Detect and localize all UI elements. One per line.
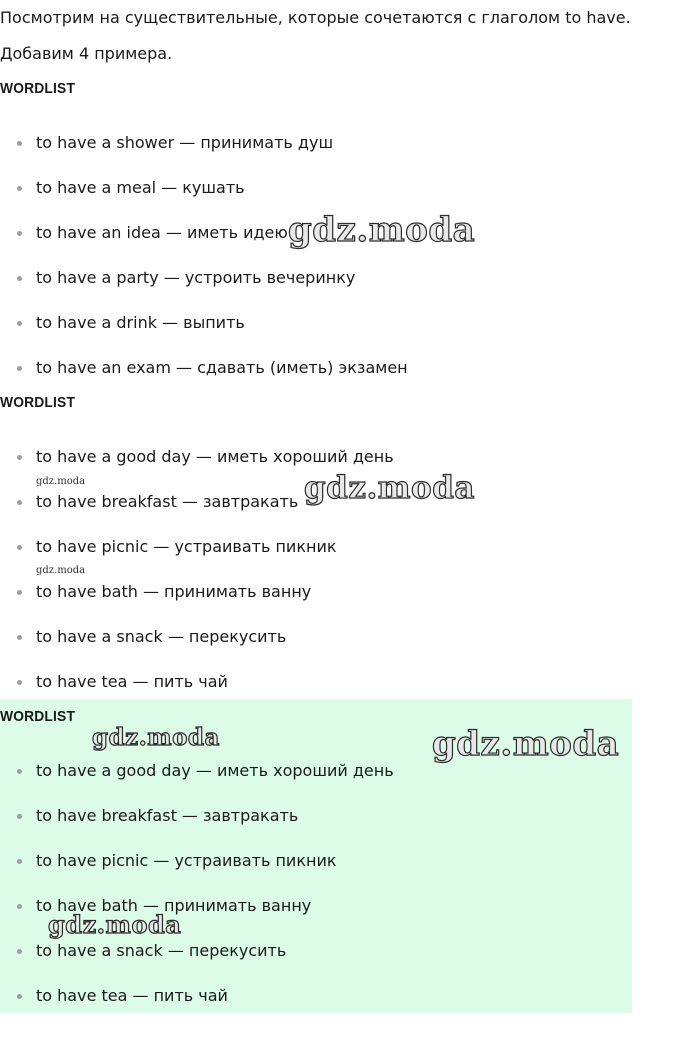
bullet-icon	[17, 769, 22, 774]
watermark-logo: gdz.moda	[304, 470, 475, 506]
bullet-icon	[17, 231, 22, 236]
bullet-icon	[17, 859, 22, 864]
bullet-icon	[17, 814, 22, 819]
bullet-icon	[17, 141, 22, 146]
bullet-icon	[17, 366, 22, 371]
watermark-small: gdz.moda	[36, 565, 86, 576]
bullet-icon	[17, 276, 22, 281]
bullet-icon	[17, 635, 22, 640]
section-heading: WORDLIST	[0, 394, 76, 411]
watermark-logo: gdz.moda	[48, 910, 182, 939]
bullet-icon	[17, 994, 22, 999]
bullet-icon	[17, 949, 22, 954]
section-heading: WORDLIST	[0, 80, 76, 97]
bullet-icon	[17, 545, 22, 550]
bullet-icon	[17, 500, 22, 505]
watermark-logo: gdz.moda	[92, 724, 220, 751]
bullet-icon	[17, 904, 22, 909]
bullet-icon	[17, 590, 22, 595]
watermark-logo: gdz.moda	[288, 210, 476, 250]
bullet-icon	[17, 680, 22, 685]
bullet-icon	[17, 321, 22, 326]
watermark-logo: gdz.moda	[432, 724, 620, 764]
bullet-icon	[17, 455, 22, 460]
watermark-small: gdz.moda	[36, 476, 86, 487]
section-heading: WORDLIST	[0, 708, 76, 725]
intro-subtext: Добавим 4 примера.	[0, 44, 173, 63]
intro-text: Посмотрим на существительные, которые сочетаются с глаголом to have.	[0, 8, 631, 27]
bullet-icon	[17, 186, 22, 191]
